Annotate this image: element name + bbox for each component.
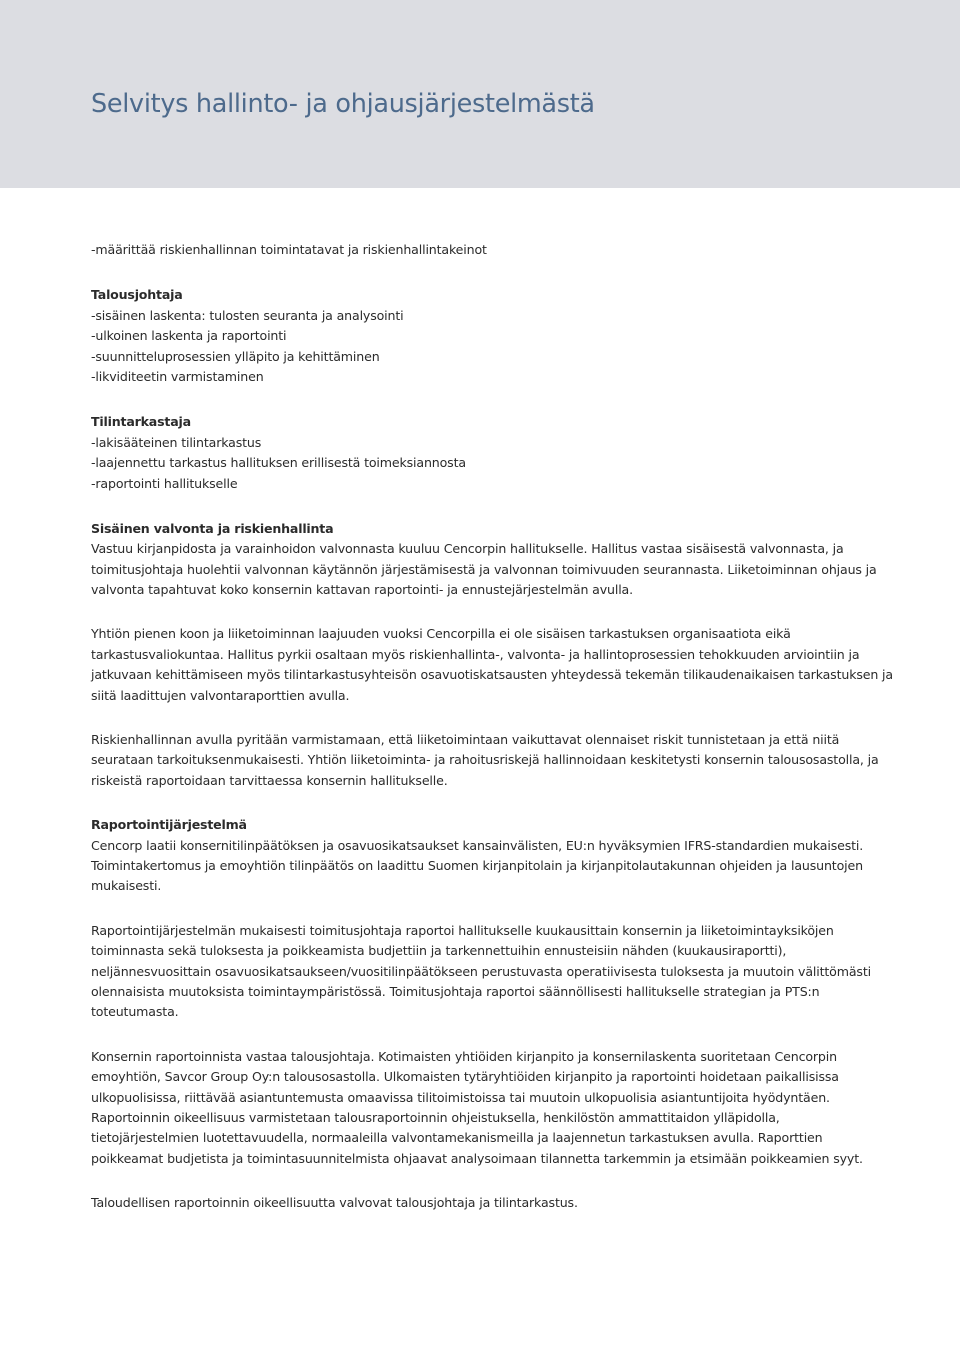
paragraph-line: ulkopuolisissa, riittävää asiantuntemusta omaavissa tilitoimistoissa tai muutoin ulkopuolisia asiantuntijoita hyödyntäen. — [91, 1089, 830, 1105]
paragraph — [91, 539, 877, 600]
paragraph — [91, 730, 879, 791]
paragraph-line: poikkeamat budjetista ja toimintasuunnitelmista ohjaavat analysoimaan tilannetta tarkemmin ja etsimään poikkeamien syyt. — [91, 1150, 863, 1166]
paragraph-line: tietojärjestelmien luotettavuudella, normaaleilla valvontamekanismeilla ja laajennetun tarkastuksen avulla. Raporttien — [91, 1130, 823, 1146]
list-item: -likviditeetin varmistaminen — [91, 368, 264, 384]
paragraph-line: toiminnasta sekä tuloksesta ja poikkeamista budjettiin ja tarkennettuihin ennusteisiin nähden (kuukausiraportti), — [91, 943, 787, 959]
paragraph-line: olennaisista muutoksista toimintaympäristössä. Toimitusjohtaja raportoi säännöllisesti hallitukselle strategian ja PTS:n — [91, 983, 820, 999]
section-heading-raportointijarjestelma: Raportointijärjestelmä — [91, 817, 247, 833]
paragraph-line: Yhtiön pienen koon ja liiketoiminnan laajuuden vuoksi Cencorpilla ei ole sisäisen tarkastuksen organisaatiota eikä — [91, 626, 791, 642]
section-heading-talousjohtaja: Talousjohtaja — [91, 287, 183, 303]
paragraph-line: siitä laadittujen valvontaraporttien avulla. — [91, 687, 350, 703]
paragraph-line: jatkuvaan kehittämiseen myös tilintarkastusyhteisön osavuotiskatsausten yhteydessä tekemän tilikaudenaikaisen tarkastuksen ja — [91, 667, 893, 683]
section-heading-tilintarkastaja: Tilintarkastaja — [91, 414, 191, 430]
paragraph-line: Taloudellisen raportoinnin oikeellisuutta valvovat talousjohtaja ja tilintarkastus. — [91, 1195, 578, 1211]
paragraph — [91, 624, 893, 706]
paragraph — [91, 836, 871, 897]
paragraph-line: Raportoinnin oikeellisuus varmistetaan talousraportoinnin ohjeistuksella, henkilöstön ammattitaidon ylläpidolla, — [91, 1109, 780, 1125]
paragraph-line: Cencorp laatii konsernitilinpäätöksen ja osavuosikatsaukset kansainvälisten, EU:n hyväksymien IFRS-standardien mukaisesti. — [91, 837, 864, 853]
paragraph-line: Riskienhallinnan avulla pyritään varmistamaan, että liiketoimintaan vaikuttavat olennaiset riskit tunnistetaan ja että niitä — [91, 732, 840, 748]
paragraph-line: toteutumasta. — [91, 1004, 179, 1020]
paragraph-line: tarkastusvaliokuntaa. Hallitus pyrkii osaltaan myös riskienhallinta-, valvonta- ja hallintoprosessien tehokkuuden arviointiin ja — [91, 646, 860, 662]
section-talousjohtaja — [91, 285, 871, 387]
list-item: -raportointi hallitukselle — [91, 475, 238, 491]
document-body — [91, 240, 893, 1213]
header-band — [0, 0, 960, 188]
paragraph-line: Vastuu kirjanpidosta ja varainhoidon valvonnasta kuuluu Cencorpin hallitukselle. Hallitus vastaa sisäisestä valvonnasta, ja — [91, 541, 844, 557]
paragraph-line: emoyhtiön, Savcor Group Oy:n talousosastolla. Ulkomaisten tytäryhtiöiden kirjanpito ja raportointi hoidetaan paikallisissa — [91, 1069, 839, 1085]
section-heading-sisainen-valvonta: Sisäinen valvonta ja riskienhallinta — [91, 520, 334, 536]
paragraph — [91, 1193, 871, 1213]
paragraph — [91, 1047, 871, 1169]
paragraph-line: riskeistä raportoidaan tarvittaessa konsernin hallitukselle. — [91, 772, 448, 788]
list-item: -laajennettu tarkastus hallituksen erillisestä toimeksiannosta — [91, 455, 466, 471]
paragraph-line: mukaisesti. — [91, 878, 162, 894]
paragraph-line: seurataan tarkoituksenmukaisesti. Yhtiön liiketoiminta- ja rahoitusriskejä hallinnoidaan keskitetysti konsernin talousosastolla, ja — [91, 752, 879, 768]
paragraph-line: toimitusjohtaja huolehtii valvonnan käytännön järjestämisestä ja valvonnan toimivuuden seurannasta. Liiketoiminnan ohjaus ja — [91, 561, 877, 577]
paragraph-line: Konsernin raportoinnista vastaa talousjohtaja. Kotimaisten yhtiöiden kirjanpito ja konsernilaskenta suoritetaan Cencorpin — [91, 1048, 837, 1064]
list-item: -suunnitteluprosessien ylläpito ja kehittäminen — [91, 348, 380, 364]
intro-line: -määrittää riskienhallinnan toimintatavat ja riskienhallintakeinot — [91, 242, 487, 257]
paragraph — [91, 921, 871, 1023]
list-item: -lakisääteinen tilintarkastus — [91, 434, 262, 450]
paragraph-line: Raportointijärjestelmän mukaisesti toimitusjohtaja raportoi hallitukselle kuukausittain konsernin ja liiketoimintayksiköjen — [91, 922, 834, 938]
paragraph-line: neljännesvuosittain osavuosikatsaukseen/vuositilinpäätökseen perustuvasta operatiivisesta tuloksesta ja muutoin välittömästi — [91, 963, 871, 979]
section-raportointijarjestelma — [91, 815, 871, 1213]
list-item: -sisäinen laskenta: tulosten seuranta ja analysointi — [91, 307, 404, 323]
section-sisainen-valvonta — [91, 519, 893, 791]
section-tilintarkastaja — [91, 412, 871, 494]
page-title: Selvitys hallinto- ja ohjausjärjestelmästä — [91, 89, 595, 119]
list-item: -ulkoinen laskenta ja raportointi — [91, 328, 287, 344]
paragraph-line: Toimintakertomus ja emoyhtiön tilinpäätös on laadittu Suomen kirjanpitolain ja kirjanpitolautakunnan ohjeiden ja lausuntojen — [91, 857, 863, 873]
paragraph-line: valvonta tapahtuvat koko konsernin kattavan raportointi- ja ennustejärjestelmän avulla. — [91, 582, 633, 598]
